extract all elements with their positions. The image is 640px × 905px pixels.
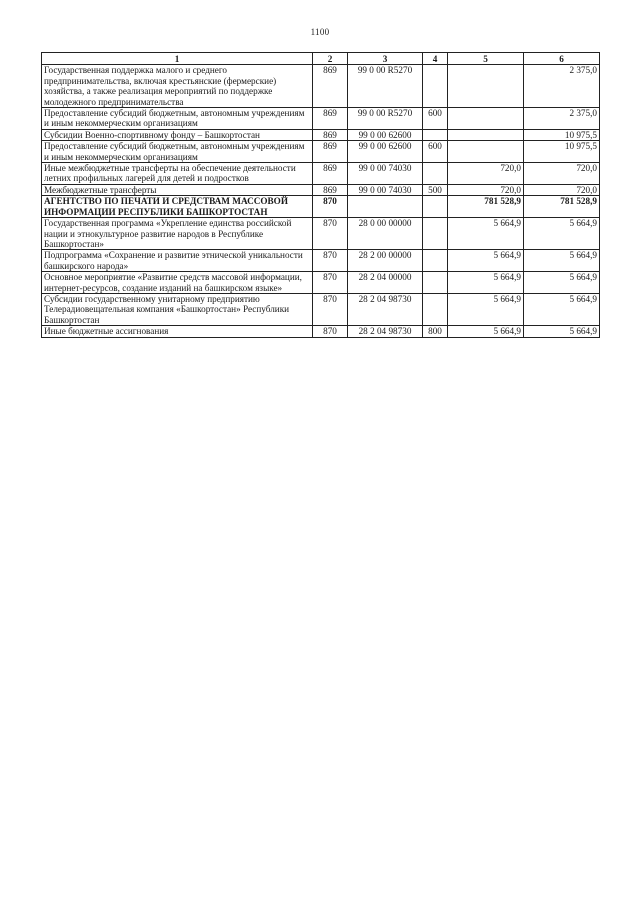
row-target-code-cell: 99 0 00 62600 bbox=[348, 141, 423, 163]
table-row bbox=[42, 163, 600, 185]
row-target-code-cell: 99 0 00 62600 bbox=[348, 129, 423, 140]
row-amount-6-cell: 5 664,9 bbox=[524, 250, 600, 272]
column-header: 1 bbox=[42, 53, 313, 65]
table-row bbox=[42, 108, 600, 130]
row-target-code-cell: 28 2 04 00000 bbox=[348, 272, 423, 294]
row-admin-code-cell: 869 bbox=[313, 141, 348, 163]
row-target-code-cell: 28 2 04 98730 bbox=[348, 326, 423, 337]
row-expense-type-cell bbox=[423, 218, 448, 250]
row-target-code-cell: 99 0 00 R5270 bbox=[348, 108, 423, 130]
row-admin-code-cell: 870 bbox=[313, 196, 348, 218]
table-row bbox=[42, 293, 600, 325]
row-amount-6-cell: 5 664,9 bbox=[524, 218, 600, 250]
row-expense-type-cell: 600 bbox=[423, 141, 448, 163]
table-row bbox=[42, 272, 600, 294]
row-admin-code-cell: 870 bbox=[313, 293, 348, 325]
row-expense-type-cell bbox=[423, 65, 448, 108]
row-amount-5-cell: 5 664,9 bbox=[448, 250, 524, 272]
row-expense-type-cell bbox=[423, 163, 448, 185]
row-amount-6-cell: 720,0 bbox=[524, 184, 600, 195]
row-expense-type-cell bbox=[423, 272, 448, 294]
row-name-cell: Государственная поддержка малого и среднего предпринимательства, включая крестьянские (фермерские) хозяйства, а также реализация мероприятий по поддержке молодежного предпринимательства bbox=[42, 65, 313, 108]
row-admin-code-cell: 869 bbox=[313, 184, 348, 195]
row-target-code-cell bbox=[348, 196, 423, 218]
row-admin-code-cell: 870 bbox=[313, 272, 348, 294]
row-name-cell: Иные межбюджетные трансферты на обеспечение деятельности летних профильных лагерей для детей и подростков bbox=[42, 163, 313, 185]
row-amount-6-cell: 5 664,9 bbox=[524, 293, 600, 325]
page-number: 1100 bbox=[310, 27, 330, 37]
row-amount-6-cell: 5 664,9 bbox=[524, 326, 600, 337]
row-admin-code-cell: 870 bbox=[313, 326, 348, 337]
row-amount-6-cell: 10 975,5 bbox=[524, 141, 600, 163]
table-row bbox=[42, 141, 600, 163]
row-name-cell: Субсидии Военно-спортивному фонду – Башкортостан bbox=[42, 129, 313, 140]
row-amount-6-cell: 720,0 bbox=[524, 163, 600, 185]
row-amount-6-cell: 781 528,9 bbox=[524, 196, 600, 218]
row-name-cell: Межбюджетные трансферты bbox=[42, 184, 313, 195]
row-target-code-cell: 99 0 00 74030 bbox=[348, 163, 423, 185]
row-admin-code-cell: 869 bbox=[313, 163, 348, 185]
row-target-code-cell: 28 2 00 00000 bbox=[348, 250, 423, 272]
table-row bbox=[42, 196, 600, 218]
column-header: 3 bbox=[348, 53, 423, 65]
row-name-cell: Предоставление субсидий бюджетным, автономным учреждениям и иным некоммерческим организациям bbox=[42, 141, 313, 163]
row-admin-code-cell: 870 bbox=[313, 250, 348, 272]
table-row bbox=[42, 326, 600, 337]
row-name-cell: Государственная программа «Укрепление единства российской нации и этнокультурное развитие народов в Республике Башкортостан» bbox=[42, 218, 313, 250]
row-amount-5-cell bbox=[448, 129, 524, 140]
row-amount-6-cell: 10 975,5 bbox=[524, 129, 600, 140]
row-target-code-cell: 28 0 00 00000 bbox=[348, 218, 423, 250]
row-target-code-cell: 99 0 00 R5270 bbox=[348, 65, 423, 108]
table-header-row bbox=[42, 53, 600, 65]
row-expense-type-cell: 600 bbox=[423, 108, 448, 130]
table-row bbox=[42, 218, 600, 250]
row-expense-type-cell bbox=[423, 129, 448, 140]
row-amount-5-cell bbox=[448, 141, 524, 163]
row-expense-type-cell bbox=[423, 250, 448, 272]
row-amount-5-cell: 720,0 bbox=[448, 184, 524, 195]
row-amount-5-cell bbox=[448, 65, 524, 108]
row-expense-type-cell bbox=[423, 293, 448, 325]
table-row bbox=[42, 250, 600, 272]
column-header: 2 bbox=[313, 53, 348, 65]
table-row bbox=[42, 129, 600, 140]
row-expense-type-cell: 500 bbox=[423, 184, 448, 195]
row-name-cell: Основное мероприятие «Развитие средств массовой информации, интернет-ресурсов, создание изданий на башкирском языке» bbox=[42, 272, 313, 294]
row-target-code-cell: 28 2 04 98730 bbox=[348, 293, 423, 325]
row-amount-5-cell: 5 664,9 bbox=[448, 293, 524, 325]
row-amount-5-cell: 5 664,9 bbox=[448, 326, 524, 337]
row-amount-6-cell: 5 664,9 bbox=[524, 272, 600, 294]
column-header: 6 bbox=[524, 53, 600, 65]
row-name-cell: Субсидии государственному унитарному предприятию Телерадиовещательная компания «Башкортостан» Республики Башкортостан bbox=[42, 293, 313, 325]
row-name-cell: Предоставление субсидий бюджетным, автономным учреждениям и иным некоммерческим организациям bbox=[42, 108, 313, 130]
budget-table bbox=[41, 52, 600, 338]
row-target-code-cell: 99 0 00 74030 bbox=[348, 184, 423, 195]
column-header: 4 bbox=[423, 53, 448, 65]
row-expense-type-cell: 800 bbox=[423, 326, 448, 337]
row-amount-6-cell: 2 375,0 bbox=[524, 108, 600, 130]
row-amount-5-cell: 781 528,9 bbox=[448, 196, 524, 218]
row-admin-code-cell: 869 bbox=[313, 129, 348, 140]
row-amount-5-cell: 5 664,9 bbox=[448, 218, 524, 250]
row-expense-type-cell bbox=[423, 196, 448, 218]
row-amount-6-cell: 2 375,0 bbox=[524, 65, 600, 108]
row-name-cell: АГЕНТСТВО ПО ПЕЧАТИ И СРЕДСТВАМ МАССОВОЙ ИНФОРМАЦИИ РЕСПУБЛИКИ БАШКОРТОСТАН bbox=[42, 196, 313, 218]
row-admin-code-cell: 869 bbox=[313, 65, 348, 108]
row-amount-5-cell: 5 664,9 bbox=[448, 272, 524, 294]
row-amount-5-cell bbox=[448, 108, 524, 130]
column-header: 5 bbox=[448, 53, 524, 65]
row-name-cell: Подпрограмма «Сохранение и развитие этнической уникальности башкирского народа» bbox=[42, 250, 313, 272]
row-admin-code-cell: 869 bbox=[313, 108, 348, 130]
row-amount-5-cell: 720,0 bbox=[448, 163, 524, 185]
row-name-cell: Иные бюджетные ассигнования bbox=[42, 326, 313, 337]
row-admin-code-cell: 870 bbox=[313, 218, 348, 250]
table-row bbox=[42, 184, 600, 195]
table-row bbox=[42, 65, 600, 108]
